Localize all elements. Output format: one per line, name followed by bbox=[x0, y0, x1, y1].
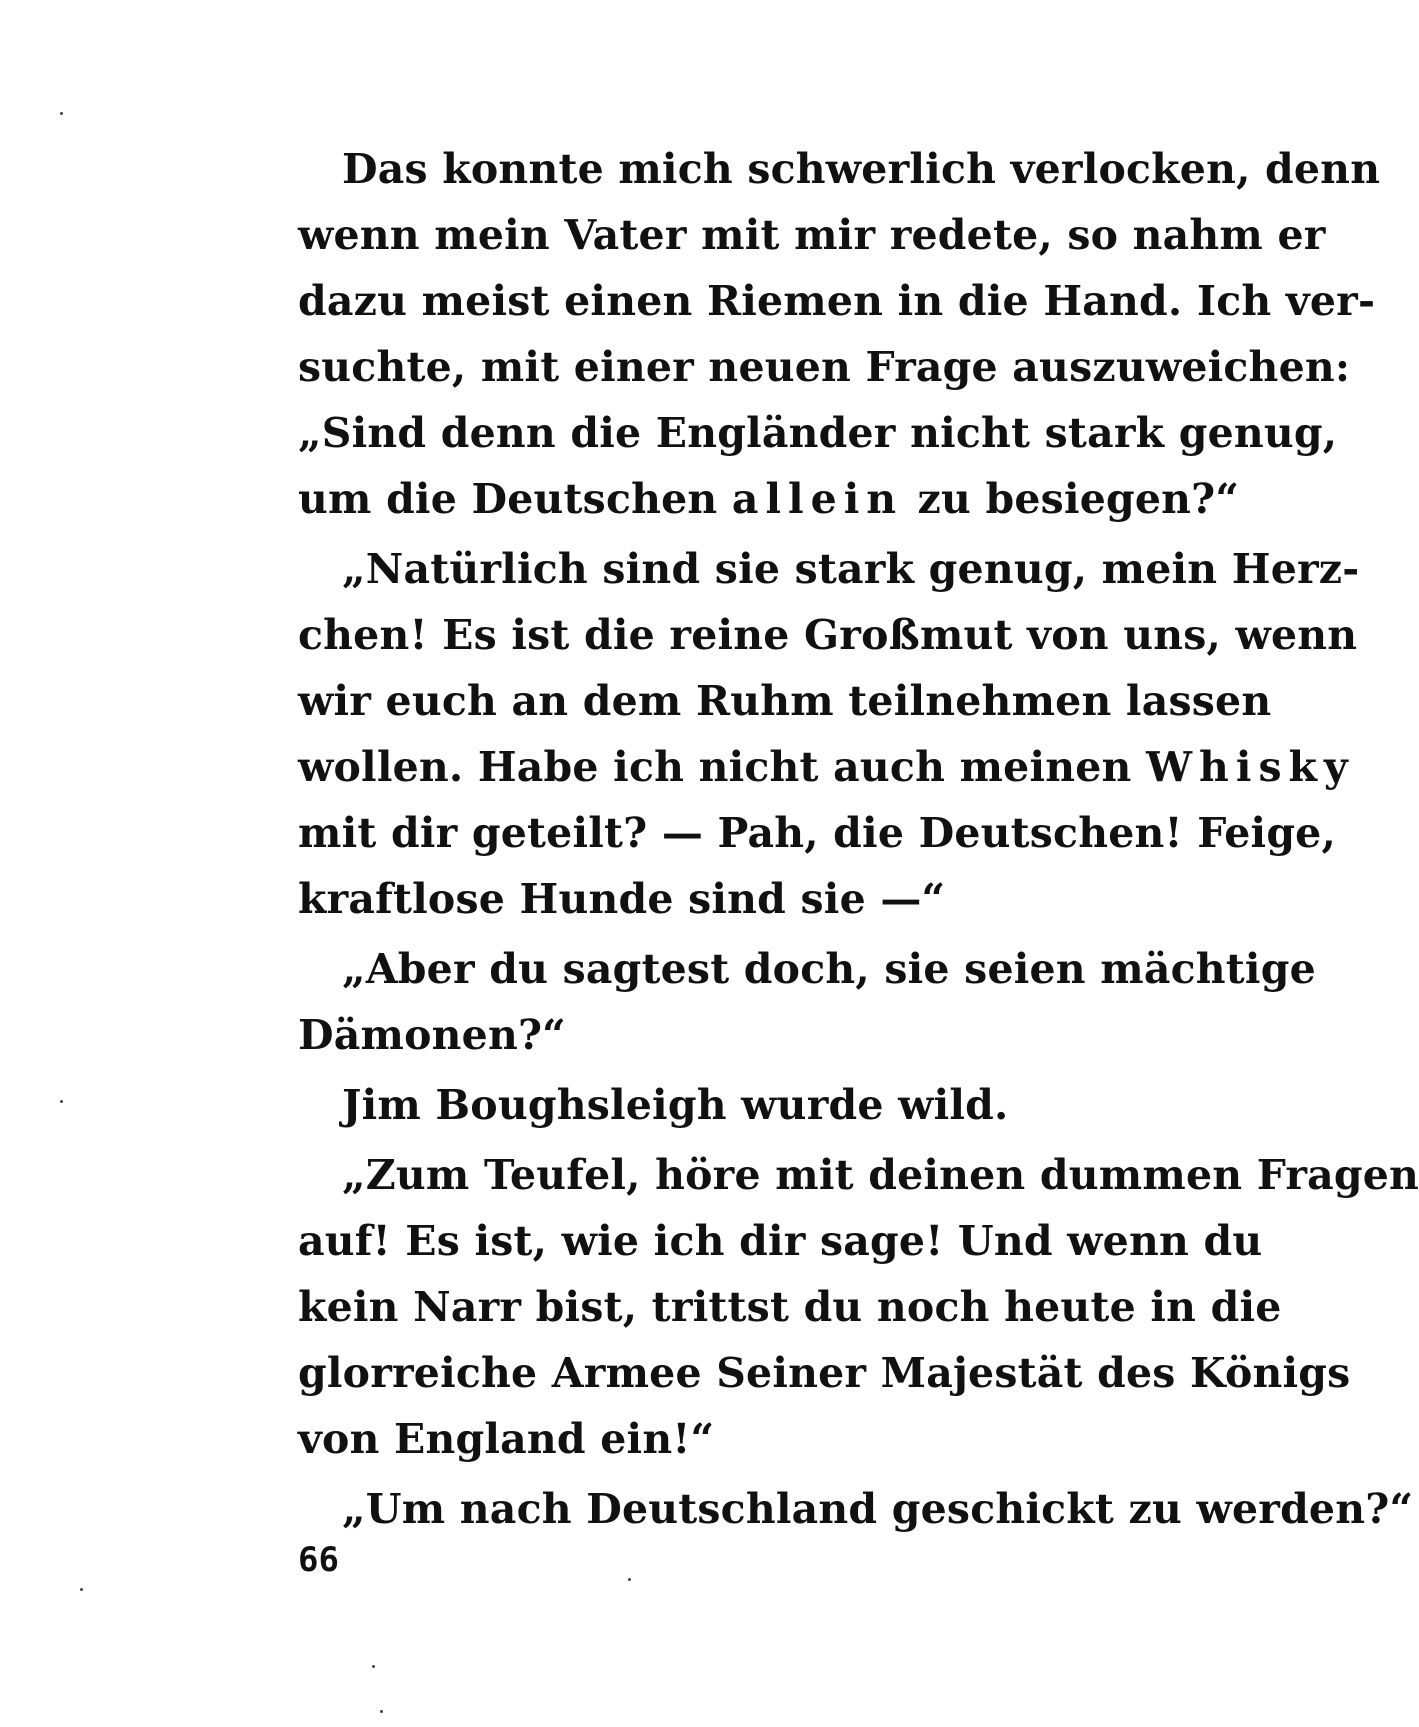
page-number: 66 bbox=[298, 1540, 339, 1580]
paragraph-4 bbox=[298, 1072, 1144, 1138]
emphasized-word: Whisky bbox=[1146, 743, 1355, 791]
text-line bbox=[298, 466, 1240, 532]
text-line: „Sind denn die Engländer nicht stark genug, bbox=[298, 409, 1338, 457]
text-line: wir euch an dem Ruhm teilnehmen lassen bbox=[298, 677, 1272, 725]
paragraph-5 bbox=[298, 1142, 1419, 1472]
paragraph-3 bbox=[298, 936, 1316, 1068]
scan-speck bbox=[628, 1578, 631, 1581]
text-line: mit dir geteilt? — Pah, die Deutschen! Feige, bbox=[298, 809, 1336, 857]
scan-speck bbox=[372, 1665, 375, 1668]
text-line: wenn mein Vater mit mir redete, so nahm er bbox=[298, 211, 1326, 259]
emphasized-word: allein bbox=[731, 475, 904, 523]
paragraph-6 bbox=[298, 1476, 1414, 1542]
text-line: glorreiche Armee Seiner Majestät des Königs bbox=[298, 1349, 1351, 1397]
body-text bbox=[298, 136, 1419, 1542]
scan-speck bbox=[60, 1100, 63, 1103]
paragraph-2 bbox=[298, 536, 1360, 932]
text-line: „Zum Teufel, höre mit deinen dummen Fragen bbox=[342, 1151, 1419, 1199]
text-line: Das konnte mich schwerlich verlocken, denn bbox=[342, 145, 1381, 193]
scan-speck bbox=[380, 1710, 383, 1713]
text-line: kein Narr bist, trittst du noch heute in die bbox=[298, 1283, 1282, 1331]
text-line: „Natürlich sind sie stark genug, mein Herz- bbox=[342, 545, 1360, 593]
scan-speck bbox=[80, 1588, 83, 1591]
text-segment: um die Deutschen bbox=[298, 475, 732, 523]
paragraph-1 bbox=[298, 136, 1381, 532]
text-line: von England ein!“ bbox=[298, 1415, 715, 1463]
text-line: dazu meist einen Riemen in die Hand. Ich ver- bbox=[298, 277, 1376, 325]
text-line: suchte, mit einer neuen Frage auszuweichen: bbox=[298, 343, 1351, 391]
text-line: auf! Es ist, wie ich dir sage! Und wenn du bbox=[298, 1217, 1263, 1265]
text-line: chen! Es ist die reine Großmut von uns, wenn bbox=[298, 611, 1358, 659]
scan-speck bbox=[60, 112, 63, 115]
text-line bbox=[298, 734, 1355, 800]
text-line: kraftlose Hunde sind sie —“ bbox=[298, 875, 946, 923]
text-segment: zu besiegen?“ bbox=[903, 475, 1240, 523]
text-line: Dämonen?“ bbox=[298, 1011, 566, 1059]
text-line: „Um nach Deutschland geschickt zu werden?“ bbox=[342, 1485, 1414, 1533]
text-line: Jim Boughsleigh wurde wild. bbox=[342, 1081, 1009, 1129]
text-line: „Aber du sagtest doch, sie seien mächtige bbox=[342, 945, 1316, 993]
text-segment: wollen. Habe ich nicht auch meinen bbox=[298, 743, 1147, 791]
